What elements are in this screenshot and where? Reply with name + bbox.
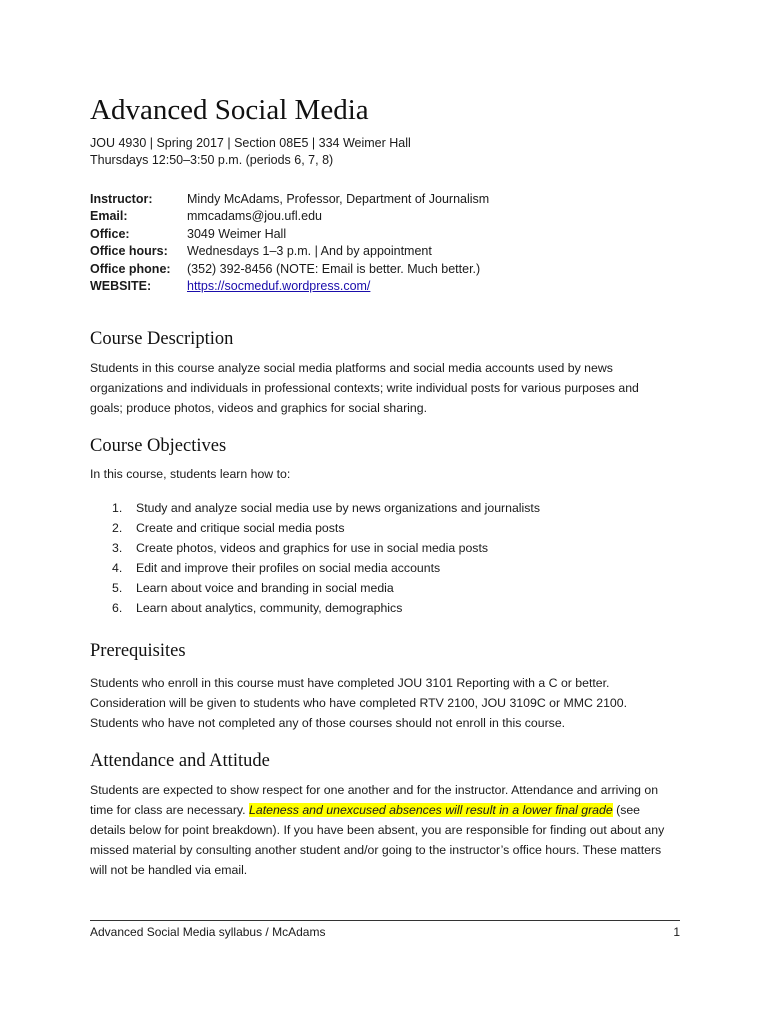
attendance-text-end: (see details below for point breakdown). If you have been absent, you are responsible for finding out about any missed material by consulting another student and/or going to the instructor’s office hours. These matters will not be handled via email. [90, 803, 665, 877]
info-label: Office phone: [90, 261, 171, 276]
info-label: WEBSITE: [90, 279, 152, 294]
course-line: JOU 4930 | Spring 2017 | Section 08E5 | 334 Weimer Hall [90, 136, 411, 150]
list-number: 5. [112, 581, 123, 595]
list-text: Create and critique social media posts [136, 521, 345, 535]
info-label: Email: [90, 209, 128, 224]
info-row-instructor [90, 191, 489, 208]
highlighted-text: Lateness and unexcused absences will result in a lower final grade [249, 803, 613, 817]
info-row-office-hours [90, 243, 489, 260]
info-row-office [90, 226, 489, 243]
footer-divider [90, 920, 680, 921]
course-description-text: Students in this course analyze social media platforms and social media accounts used by news organizations and individuals in professional contexts; write individual posts for various purposes and goals; produce photos, videos and graphics for social sharing. [90, 361, 639, 415]
info-label: Office: [90, 226, 130, 241]
list-text: Learn about analytics, community, demographics [136, 601, 403, 615]
prerequisites-text: Students who enroll in this course must have completed JOU 3101 Reporting with a C or better. Consideration will be given to students who have completed RTV 2100, JOU 3109C or MMC 2100. Students who have not completed any of those courses should not enroll in this course. [90, 676, 628, 730]
list-item [112, 578, 540, 598]
document-title: Advanced Social Media [90, 94, 369, 126]
list-text: Study and analyze social media use by news organizations and journalists [136, 501, 540, 515]
info-row-office-phone [90, 261, 489, 278]
list-number: 1. [112, 501, 123, 515]
info-label: Instructor: [90, 192, 153, 206]
info-row-email [90, 208, 489, 225]
list-item [112, 518, 540, 538]
list-item [112, 538, 540, 558]
info-label: Office hours: [90, 244, 168, 259]
instructor-info [90, 191, 489, 295]
objectives-list [112, 498, 540, 618]
list-text: Edit and improve their profiles on social media accounts [136, 561, 441, 575]
list-item [112, 498, 540, 518]
course-meta [90, 135, 411, 169]
list-number: 2. [112, 521, 123, 535]
info-value: 3049 Weimer Hall [187, 226, 287, 241]
list-number: 3. [112, 541, 123, 555]
objectives-intro: In this course, students learn how to: [90, 467, 291, 481]
info-value: Mindy McAdams, Professor, Department of Journalism [187, 192, 490, 206]
list-text: Learn about voice and branding in social media [136, 581, 394, 595]
attendance-heading: Attendance and Attitude [90, 751, 270, 771]
website-link[interactable]: https://socmeduf.wordpress.com/ [187, 279, 371, 294]
course-description-heading: Course Description [90, 329, 234, 349]
course-objectives-heading: Course Objectives [90, 436, 227, 456]
info-row-website [90, 278, 489, 295]
info-value: mmcadams@jou.ufl.edu [187, 209, 322, 224]
footer-text: Advanced Social Media syllabus / McAdams [90, 925, 326, 939]
list-number: 6. [112, 601, 123, 615]
info-value: (352) 392-8456 (NOTE: Email is better. Much better.) [187, 261, 481, 276]
time-line: Thursdays 12:50–3:50 p.m. (periods 6, 7, 8) [90, 153, 334, 167]
list-item [112, 558, 540, 578]
info-value: Wednesdays 1–3 p.m. | And by appointment [187, 244, 432, 259]
attendance-text [90, 780, 675, 880]
prerequisites-heading: Prerequisites [90, 641, 186, 661]
page-number: 1 [673, 925, 680, 939]
list-text: Create photos, videos and graphics for use in social media posts [136, 541, 489, 555]
list-number: 4. [112, 561, 123, 575]
attendance-text-start: Students are expected to show respect for one another and for the instructor. Attendance and arriving on time for class are necessary. [90, 783, 659, 817]
list-item [112, 598, 540, 618]
